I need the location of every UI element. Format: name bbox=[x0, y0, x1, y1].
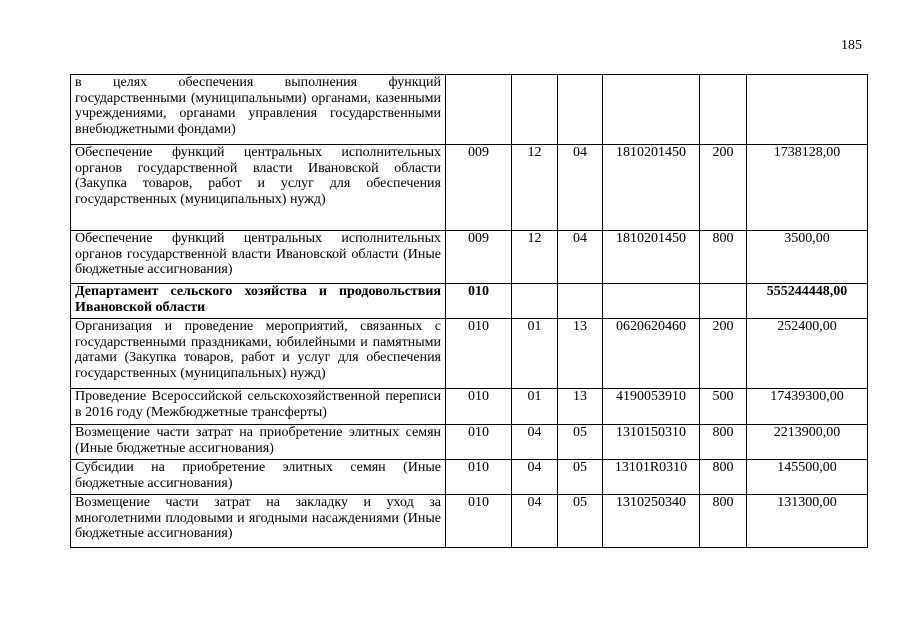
table-row bbox=[71, 231, 868, 284]
ministry-code: 010 bbox=[446, 319, 512, 389]
ministry-code: 010 bbox=[446, 284, 512, 319]
expense-type-code: 800 bbox=[700, 231, 747, 284]
row-description: Обеспечение функций центральных исполнительных органов государственной власти Ивановской области (Иные бюджетные ассигнования) bbox=[71, 231, 446, 284]
target-code: 1310150310 bbox=[603, 425, 700, 460]
row-description: Проведение Всероссийской сельскохозяйственной переписи в 2016 году (Межбюджетные трансферты) bbox=[71, 389, 446, 425]
row-description: в целях обеспечения выполнения функций государственными (муниципальными) органами, казенными учреждениями, органами управления государственными внебюджетными фондами) bbox=[71, 75, 446, 145]
section-code: 04 bbox=[512, 495, 558, 548]
table-row bbox=[71, 145, 868, 231]
expense-type-code: 200 bbox=[700, 319, 747, 389]
amount: 252400,00 bbox=[747, 319, 868, 389]
subsection-code: 13 bbox=[558, 389, 603, 425]
amount bbox=[747, 75, 868, 145]
subsection-code: 05 bbox=[558, 425, 603, 460]
table-row bbox=[71, 495, 868, 548]
table-row bbox=[71, 425, 868, 460]
amount: 1738128,00 bbox=[747, 145, 868, 231]
subsection-code bbox=[558, 284, 603, 319]
subsection-code: 13 bbox=[558, 319, 603, 389]
subsection-code: 04 bbox=[558, 231, 603, 284]
expense-type-code bbox=[700, 75, 747, 145]
ministry-code: 009 bbox=[446, 145, 512, 231]
section-code: 04 bbox=[512, 425, 558, 460]
target-code: 13101R0310 bbox=[603, 460, 700, 495]
target-code bbox=[603, 284, 700, 319]
target-code: 0620620460 bbox=[603, 319, 700, 389]
section-code: 12 bbox=[512, 231, 558, 284]
table-row bbox=[71, 389, 868, 425]
budget-table bbox=[70, 74, 868, 548]
subsection-code bbox=[558, 75, 603, 145]
amount: 145500,00 bbox=[747, 460, 868, 495]
expense-type-code: 500 bbox=[700, 389, 747, 425]
section-code: 01 bbox=[512, 389, 558, 425]
table-row bbox=[71, 460, 868, 495]
expense-type-code: 200 bbox=[700, 145, 747, 231]
expense-type-code: 800 bbox=[700, 495, 747, 548]
row-description: Обеспечение функций центральных исполнительных органов государственной власти Ивановской области (Закупка товаров, работ и услуг для обеспечения государственных (муниципальных) нужд) bbox=[71, 145, 446, 231]
amount: 17439300,00 bbox=[747, 389, 868, 425]
expense-type-code: 800 bbox=[700, 425, 747, 460]
ministry-code bbox=[446, 75, 512, 145]
table-row bbox=[71, 319, 868, 389]
row-description: Субсидии на приобретение элитных семян (Иные бюджетные ассигнования) bbox=[71, 460, 446, 495]
ministry-code: 010 bbox=[446, 425, 512, 460]
subsection-code: 04 bbox=[558, 145, 603, 231]
ministry-code: 010 bbox=[446, 389, 512, 425]
row-description: Возмещение части затрат на закладку и уход за многолетними плодовыми и ягодными насаждениями (Иные бюджетные ассигнования) bbox=[71, 495, 446, 548]
row-description: Организация и проведение мероприятий, связанных с государственными праздниками, юбилейными и памятными датами (Закупка товаров, работ и услуг для обеспечения государственных (муниципальных) нужд) bbox=[71, 319, 446, 389]
row-description: Департамент сельского хозяйства и продовольствия Ивановской области bbox=[71, 284, 446, 319]
section-code: 04 bbox=[512, 460, 558, 495]
ministry-code: 010 bbox=[446, 460, 512, 495]
section-code: 12 bbox=[512, 145, 558, 231]
amount: 3500,00 bbox=[747, 231, 868, 284]
page-number: 185 bbox=[841, 38, 862, 53]
target-code: 4190053910 bbox=[603, 389, 700, 425]
table-row bbox=[71, 284, 868, 319]
amount: 555244448,00 bbox=[747, 284, 868, 319]
section-code: 01 bbox=[512, 319, 558, 389]
expense-type-code: 800 bbox=[700, 460, 747, 495]
amount: 2213900,00 bbox=[747, 425, 868, 460]
ministry-code: 010 bbox=[446, 495, 512, 548]
row-description: Возмещение части затрат на приобретение элитных семян (Иные бюджетные ассигнования) bbox=[71, 425, 446, 460]
expense-type-code bbox=[700, 284, 747, 319]
subsection-code: 05 bbox=[558, 495, 603, 548]
section-code bbox=[512, 284, 558, 319]
section-code bbox=[512, 75, 558, 145]
subsection-code: 05 bbox=[558, 460, 603, 495]
target-code bbox=[603, 75, 700, 145]
target-code: 1310250340 bbox=[603, 495, 700, 548]
amount: 131300,00 bbox=[747, 495, 868, 548]
target-code: 1810201450 bbox=[603, 145, 700, 231]
target-code: 1810201450 bbox=[603, 231, 700, 284]
table-row bbox=[71, 75, 868, 145]
ministry-code: 009 bbox=[446, 231, 512, 284]
